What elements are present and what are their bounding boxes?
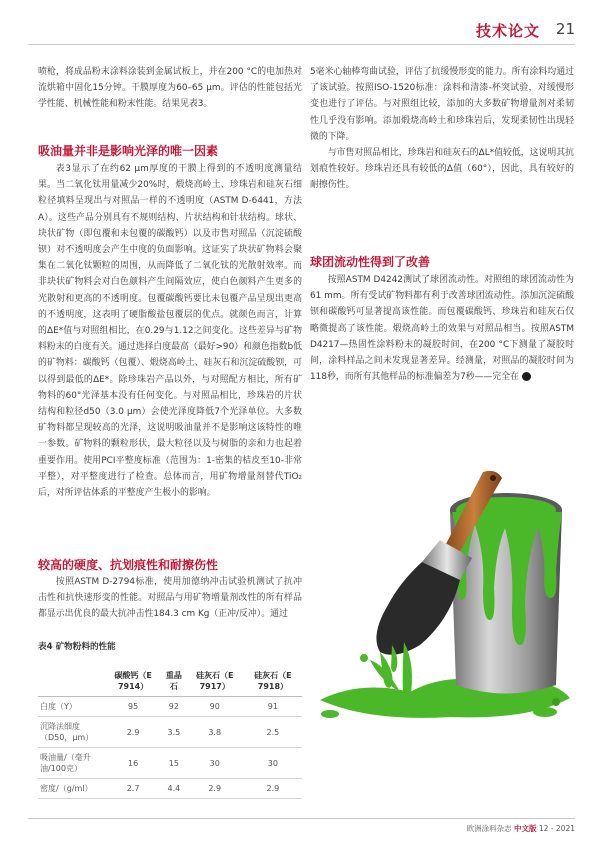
table-cell: 3.8 — [186, 717, 244, 748]
table-row — [38, 717, 302, 748]
section2-paragraph: 按照ASTM D-2794标准，使用加德纳冲击试验机测试了抗冲击性和抗快速形变的性能。对照品与用矿物增量剂改性的所有样品都显示出优良的最大抗冲击性184.3 cm Kg（正冲/反冲）。通过 — [38, 577, 302, 620]
table-header-cell — [38, 666, 104, 697]
table-row-label: 吸油量/（毫升油/100克） — [38, 748, 104, 779]
arrow-right-circle-icon[interactable]: ▶ — [522, 372, 531, 381]
footer-edition: 中文版 — [514, 824, 537, 833]
section1-heading: 吸油量并非是影响光泽的唯一因素 — [38, 144, 219, 158]
page-header — [0, 0, 600, 52]
intro-paragraph: 喷枪，将成品粉末涂料涂装到金属试板上，并在200 °C的电加热对流烘箱中固化15分钟。干膜厚度为60–65 μm。评估的性能包括光学性能、机械性能和粉末性能。结果见表3。 — [38, 67, 302, 110]
footer-publication — [467, 823, 575, 834]
left-column — [38, 64, 302, 113]
table-header-cell: 重晶石 — [162, 666, 185, 697]
table-header-cell: 碳酸钙（E 7914） — [104, 666, 162, 697]
table-header-row — [38, 666, 302, 697]
table-cell: 91 — [244, 697, 302, 717]
table-cell: 30 — [244, 748, 302, 779]
table4 — [38, 640, 302, 799]
table-header-cell: 硅灰石（E 7917） — [186, 666, 244, 697]
paint-bucket-brush-icon — [300, 470, 582, 725]
table4-grid — [38, 666, 302, 799]
table-cell: 4.4 — [162, 779, 185, 799]
section1-body — [38, 161, 302, 501]
section3-body — [310, 272, 574, 385]
right-paragraph-2: 与市售对照品相比，珍珠岩和硅灰石的ΔL*值较低，这说明其抗划痕性较好。珍珠岩还具有较低的Δ值（60°），因此，具有较好的耐擦伤性。 — [310, 148, 574, 191]
header-divider — [28, 44, 575, 45]
table4-title: 表4 矿物粉料的性能 — [38, 642, 116, 652]
table-cell: 92 — [162, 697, 185, 717]
table-cell: 2.9 — [244, 779, 302, 799]
table-cell: 2.5 — [244, 717, 302, 748]
table-row-label: 沉降法细度（D50，μm） — [38, 717, 104, 748]
section-title: 技术论文 — [475, 22, 540, 40]
section3-heading: 球团流动性得到了改善 — [310, 255, 431, 269]
section3-paragraph — [310, 272, 574, 385]
table-cell: 2.7 — [104, 779, 162, 799]
footer-divider — [28, 818, 575, 819]
table-cell: 2.9 — [186, 779, 244, 799]
section1-paragraph: 表3显示了在约62 μm厚度的干膜上得到的不透明度测量结果。当二氧化钛用量减少20%时，煅烧高岭土、珍珠岩和硅灰石细粒径填料呈现出与对照品一样的不透明度（ASTM D-6441，方法A）。这些产品分别具有不规则结构、片状结构和针状结构。球状、块状矿物（即包覆和未包覆的碳酸钙）以及市售对照品（沉淀硫酸钡）对不透明度会产生中度的负面影响。这证实了块状矿物料会聚集在二氧化钛颗粒的周围，从而降低了二氧化钛的光散射效率。而非块状矿物料会对白色颜料产生间隔效应，使白色颜料产生更多的光散射和更高的不透明度。包覆碳酸钙要比未包覆产品呈现出更高的不透明度，这表明了硬脂酸盐包覆层的优点。就颜色而言，计算的ΔE*值与对照组相比，在0.29与1.12之间变化。这些差异与矿物料粉末的白度有关。通过选择白度最高（最好>90）和颜色指数b低的矿物料：碳酸钙（包覆）、煅烧高岭土、硅灰石和沉淀硫酸钡，可以得到最低的ΔE*。除珍珠岩产品以外，与对照配方相比，所有矿物料的60°光泽基本没有任何变化。与对照品相比，珍珠岩的片状结构和粒径d50（3.0 μm）会使光泽度降低7个光泽单位。大多数矿物料都呈现较高的光泽，这说明吸油量并不是影响这该特性的唯一参数。矿物料的颗粒形状，最大粒径以及与树脂的亲和力也起着重要作用。使用PCI平整度标准（范围为：1-密集的桔皮至10-非常平整），对平整度进行了检查。总体而言，用矿物增量剂替代TiO₂后，对所评估体系的平整度产生极小的影响。 — [38, 164, 302, 499]
table-cell: 15 — [162, 748, 185, 779]
table-cell: 90 — [186, 697, 244, 717]
section2-body — [38, 574, 302, 623]
page-number: 21 — [555, 20, 575, 38]
table-cell: 3.5 — [162, 717, 185, 748]
table-row — [38, 779, 302, 799]
section3-text: 按照ASTM D4242测试了球团流动性。对照组的球团流动性为61 mm。所有受试矿物料都有利于改善球团流动性。添加沉淀硫酸钡和碳酸钙可显著提高该性能。而包覆碳酸钙、珍珠岩和硅灰石仅略微提高了该性能。煅烧高岭土的效果与对照品相当。按照ASTM D4217—热固性涂料粉末的凝胶时间，在200 °C下测量了凝胶时间，涂料样品之间未发现显著差异。经测量，对照品的凝胶时间为118秒，而所有其他样品的标准偏差为7秒——完全在 — [310, 275, 574, 383]
section2-heading: 较高的硬度、抗划痕性和耐擦伤性 — [38, 558, 219, 572]
page-footer — [0, 818, 600, 838]
table-cell: 30 — [186, 748, 244, 779]
table-row — [38, 748, 302, 779]
table-row-label: 密度/（g/ml） — [38, 779, 104, 799]
footer-issue: 12 - 2021 — [538, 824, 575, 833]
footer-magazine: 欧洲涂料杂志 — [466, 824, 512, 833]
table-cell: 16 — [104, 748, 162, 779]
table-cell: 2.9 — [104, 717, 162, 748]
table-cell: 95 — [104, 697, 162, 717]
table-row-label: 白度（Y） — [38, 697, 104, 717]
right-paragraph-1: 5毫米心轴棒弯曲试验，评估了抗缓慢形变的能力。所有涂料均通过了该试验。按照ISO-1520标准：涂料和清漆-杯突试验，对缓慢形变也进行了评估。与对照组比较，添加的大多数矿物增量剂对柔韧性几乎没有影响。添加煅烧高岭土和珍珠岩后，发现柔韧性出现轻微的下降。 — [310, 67, 574, 142]
table-row — [38, 697, 302, 717]
right-column — [310, 64, 574, 194]
table-header-cell: 硅灰石（E 7918） — [244, 666, 302, 697]
